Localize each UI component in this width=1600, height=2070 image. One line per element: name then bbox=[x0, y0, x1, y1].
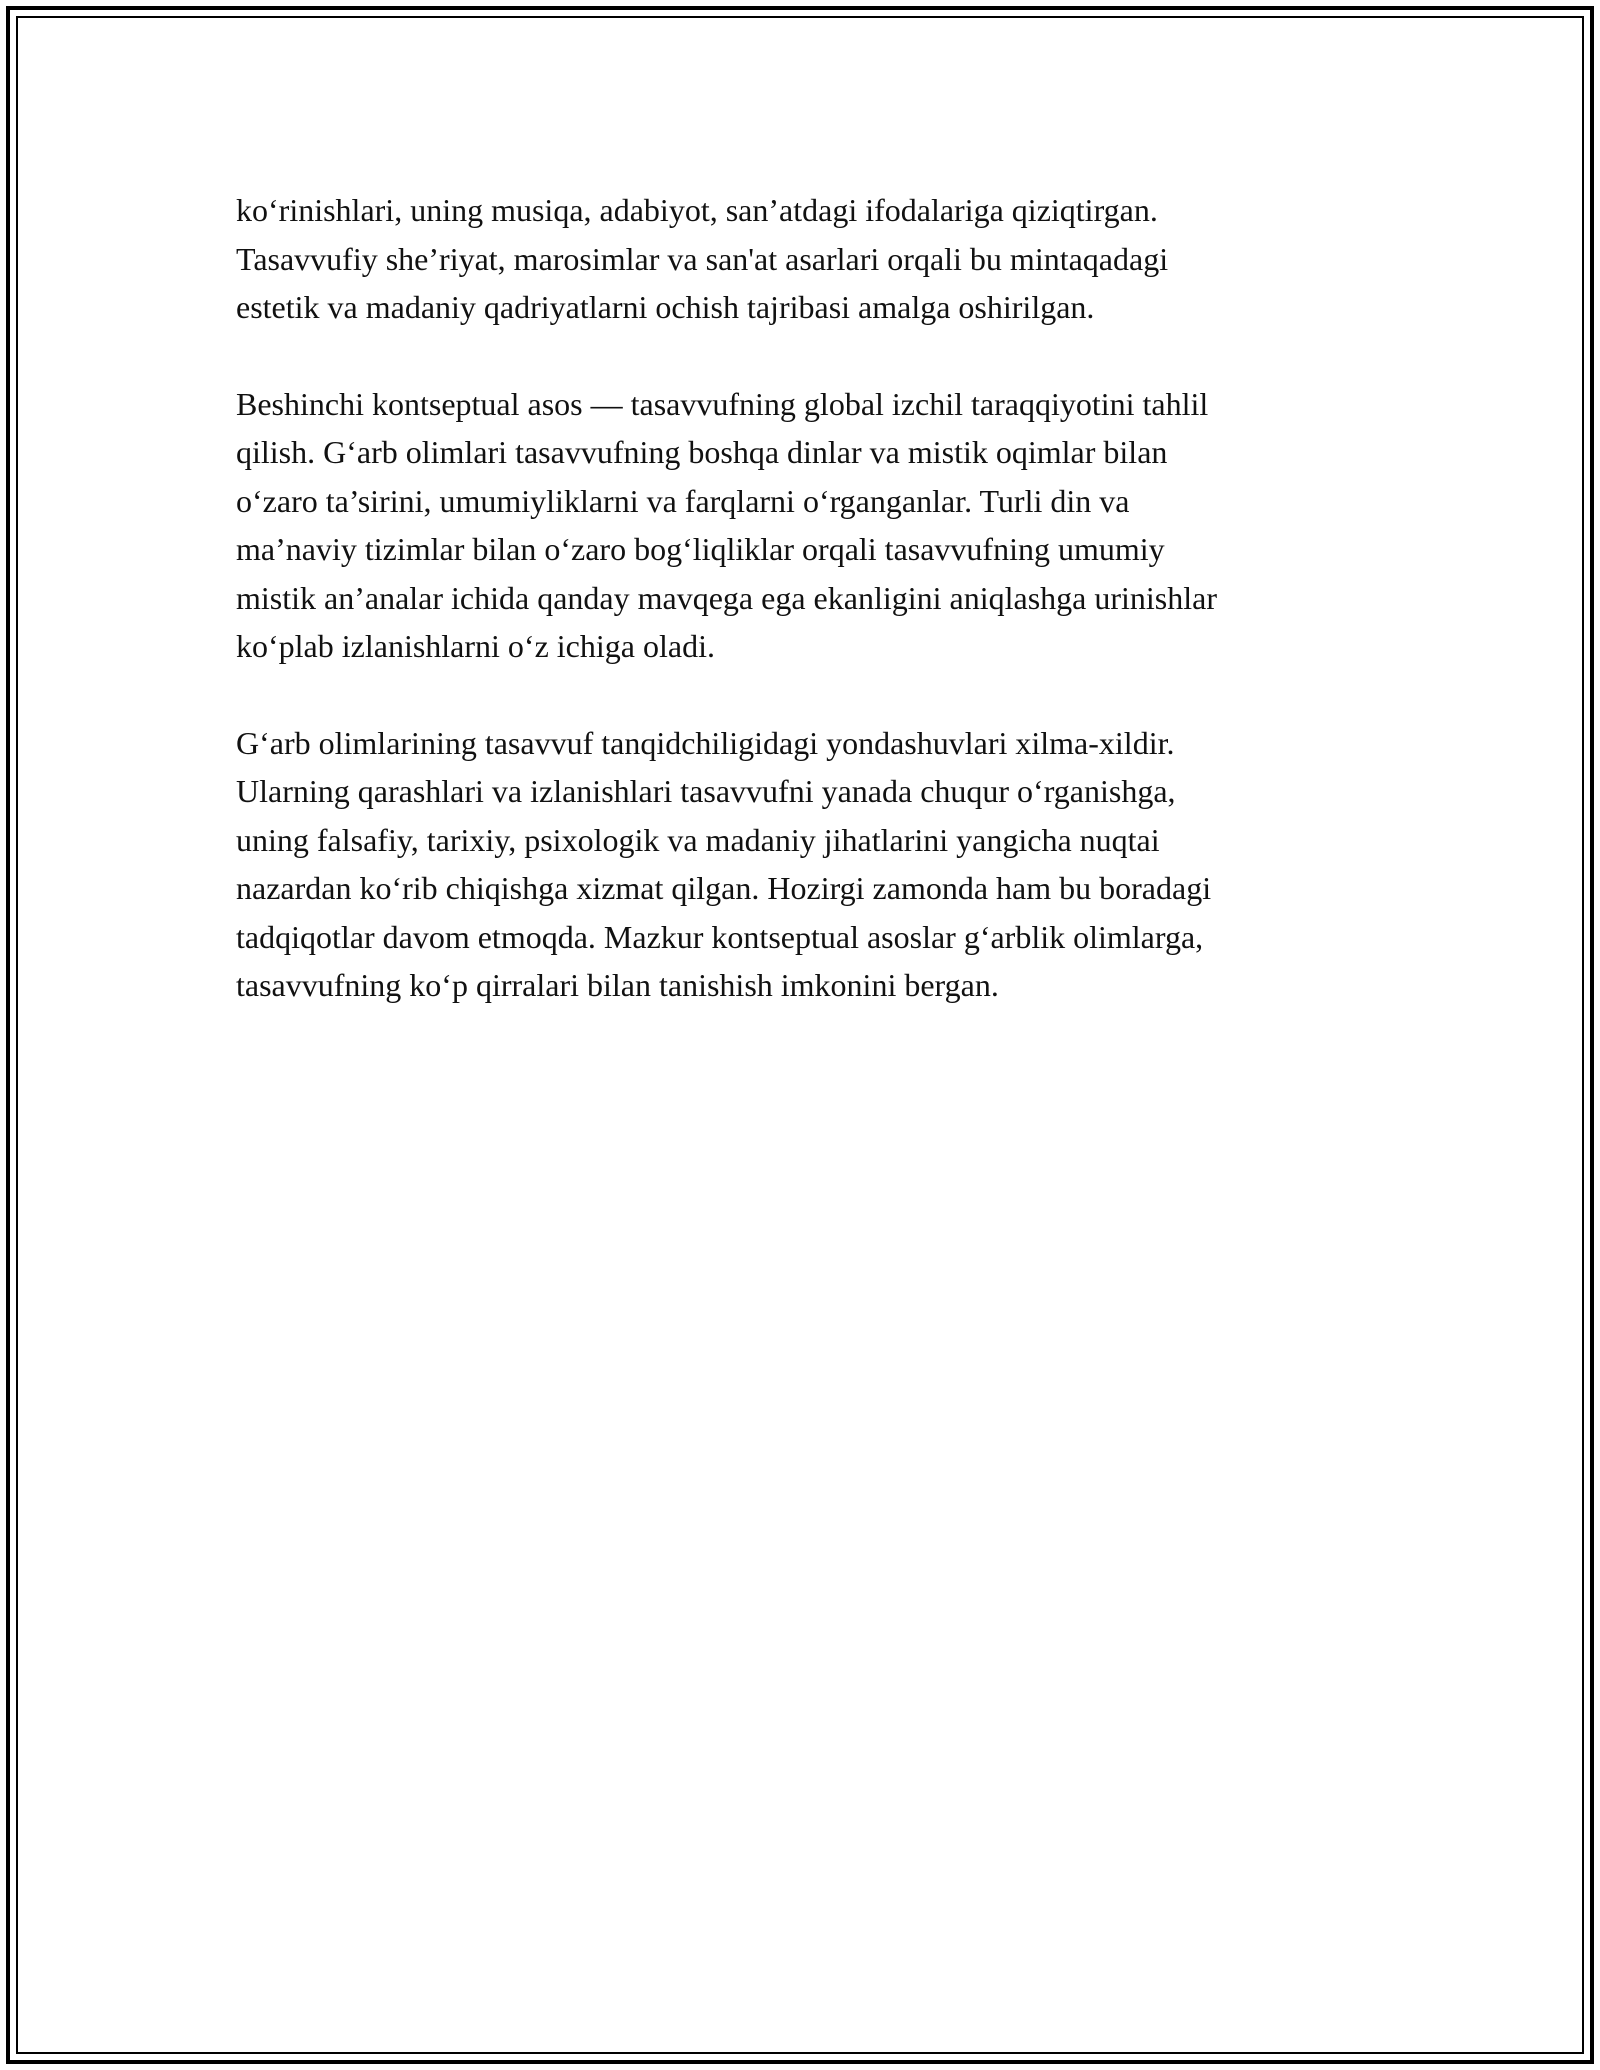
text-line: qilish. G‘arb olimlari tasavvufning boshqa dinlar va mistik oqimlar bilan bbox=[236, 434, 1168, 470]
text-line: ko‘rinishlari, uning musiqa, adabiyot, san’atdagi ifodalariga qiziqtirgan. bbox=[236, 192, 1158, 228]
text-line: tadqiqotlar davom etmoqda. Mazkur kontseptual asoslar g‘arblik olimlarga, bbox=[236, 918, 1204, 955]
text-line: o‘zaro ta’sirini, umumiyliklarni va farqlarni o‘rganganlar. Turli din va bbox=[236, 482, 1130, 519]
text-line: Tasavvufiy she’riyat, marosimlar va san'at asarlari orqali bu mintaqadagi bbox=[236, 240, 1169, 277]
text-line: Ularning qarashlari va izlanishlari tasavvufni yanada chuqur o‘rganishga, bbox=[236, 773, 1176, 809]
text-line: ma’naviy tizimlar bilan o‘zaro bog‘liqliklar orqali tasavvufning umumiy bbox=[236, 531, 1165, 567]
text-line: uning falsafiy, tarixiy, psixologik va madaniy jihatlarini yangicha nuqtai bbox=[236, 821, 1160, 858]
text-line: nazardan ko‘rib chiqishga xizmat qilgan. Hozirgi zamonda ham bu boradagi bbox=[236, 870, 1212, 906]
paragraph-2 bbox=[236, 380, 1406, 671]
paragraph-3 bbox=[236, 719, 1406, 1010]
text-line: Beshinchi kontseptual asos — tasavvufning global izchil taraqqiyotini tahlil bbox=[236, 385, 1209, 422]
text-line: ko‘plab izlanishlarni o‘z ichiga oladi. bbox=[236, 628, 715, 664]
text-line: estetik va madaniy qadriyatlarni ochish tajribasi amalga oshirilgan. bbox=[236, 289, 1095, 325]
text-line: G‘arb olimlarining tasavvuf tanqidchiligidagi yondashuvlari xilma-xildir. bbox=[236, 724, 1175, 761]
text-line: mistik an’analar ichida qanday mavqega ega ekanligini aniqlashga urinishlar bbox=[236, 579, 1217, 616]
text-line: tasavvufning ko‘p qirralari bilan tanishish imkonini bergan. bbox=[236, 967, 999, 1003]
paragraph-1 bbox=[236, 186, 1406, 332]
document-body bbox=[236, 186, 1406, 1058]
